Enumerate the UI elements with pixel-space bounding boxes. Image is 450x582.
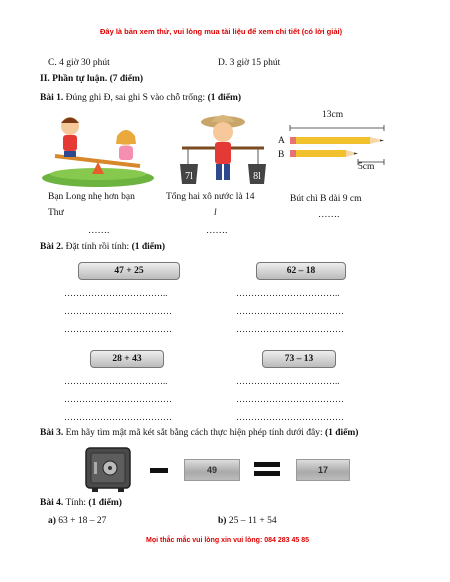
first-number-plank: 49 [184,459,240,481]
preview-banner: Đây là bản xem thử, vui lòng mua tài liệu để xem chi tiết (có lời giải) [100,27,343,36]
equals-sign-top [254,462,280,467]
seesaw-kids-illustration [40,108,160,188]
statement-2-cont: l [214,208,217,218]
bai3-heading [40,428,358,438]
statement-1: Bạn Long nhẹ hơn bạn [48,192,135,202]
equals-sign-bottom [254,471,280,476]
pencil-b-extra: 5cm [358,162,375,172]
expression-4: 73 – 13 [262,350,336,368]
safe-icon [84,446,134,494]
answer-line[interactable]: ……………………………… [64,324,172,334]
pencil-total-length: 13cm [322,110,344,120]
expression-3: 28 + 43 [90,350,164,368]
statement-3: Bút chì B dài 9 cm [290,194,362,204]
answer-line[interactable]: …………………………….. [64,288,168,298]
result-number-plank: 17 [296,459,350,481]
bucket-left-label: 7l [185,171,193,182]
answer-line[interactable]: …………………………….. [64,376,168,386]
statement-2: Tổng hai xô nước là 14 [166,192,255,202]
contact-footer: Mọi thắc mắc vui lòng xin vui lòng: 084 283 45 85 [146,537,309,544]
answer-line[interactable]: ……………………………… [64,306,172,316]
bai2-label: Bài 2. [40,242,64,252]
bai4-heading [40,498,122,508]
answer-line[interactable]: ……………………………… [236,324,344,334]
bai4-part-b [218,516,277,526]
bai1-label: Bài 1. [40,93,64,103]
minus-sign-icon [150,468,168,473]
statement-1-blank[interactable]: ……. [88,226,110,236]
bai2-points: (1 điểm) [131,242,166,252]
part-a-label: a) [48,516,56,526]
option-d: D. 3 giờ 15 phút [218,58,281,68]
answer-line[interactable]: ……………………………… [64,412,172,422]
bai1-heading [40,93,241,103]
bai4-part-a [48,516,106,526]
bai4-points: (1 điểm) [88,498,122,508]
part-b-expression: 25 – 11 + 54 [228,516,277,526]
statement-2-blank[interactable]: ……. [206,226,228,236]
bai1-points: (1 điểm) [207,93,242,103]
part-a-expression: 63 + 18 – 27 [58,516,107,526]
bai3-label: Bài 3. [40,428,64,438]
answer-line[interactable]: …………………………….. [236,376,340,386]
part-b-label: b) [218,516,227,526]
bai3-points: (1 điểm) [324,428,359,438]
answer-line[interactable]: ……………………………… [64,394,172,404]
answer-line[interactable]: ……………………………… [236,412,344,422]
pencil-a-label: A [278,136,285,146]
bai2-text: Đặt tính rồi tính: [65,242,130,252]
pencils-illustration [276,108,388,178]
bai2-heading [40,242,165,252]
expression-2: 62 – 18 [256,262,346,280]
answer-line[interactable]: …………………………….. [236,288,340,298]
statement-3-blank[interactable]: ……. [318,210,340,220]
buckets-boy-illustration [178,110,268,188]
section-title: II. Phần tự luận. (7 điểm) [40,74,144,84]
statement-1-cont: Thư [48,208,64,218]
expression-1: 47 + 25 [78,262,180,280]
bai1-text: Đúng ghi Đ, sai ghi S vào chỗ trống: [65,93,206,103]
bai4-label: Bài 4. [40,498,64,508]
bucket-right-label: 8l [253,171,261,182]
pencil-b-label: B [278,150,285,160]
answer-line[interactable]: ……………………………… [236,306,344,316]
answer-line[interactable]: ……………………………… [236,394,344,404]
option-c: C. 4 giờ 30 phút [48,58,110,68]
bai4-text: Tính: [65,498,87,508]
bai3-text: Em hãy tìm mật mã két sắt bằng cách thực hiện phép tính dưới đây: [65,428,323,438]
